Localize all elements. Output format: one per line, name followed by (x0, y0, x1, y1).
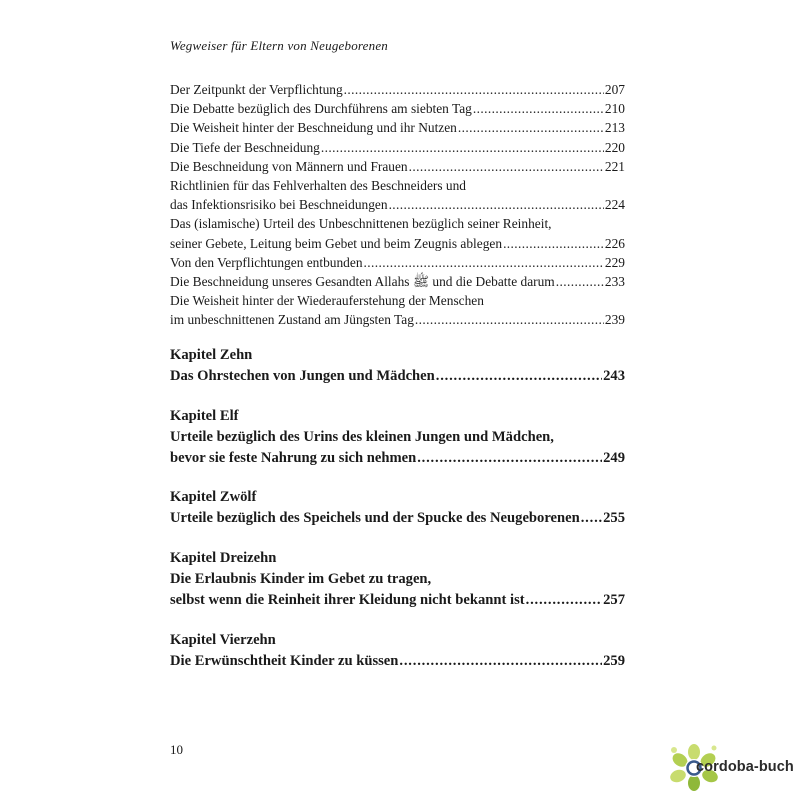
logo-brand-text: cordoba-buch (696, 759, 794, 775)
toc-entry-title: im unbeschnittenen Zustand am Jüngsten Tag (170, 312, 414, 328)
dot-leader (344, 80, 604, 99)
toc-chapter[interactable] (170, 487, 625, 529)
toc-entry[interactable] (170, 118, 625, 137)
toc-entry-page: 221 (604, 158, 625, 174)
chapter-entry[interactable] (170, 508, 625, 529)
toc-entry-title: seiner Gebete, Leitung beim Gebet und beim Zeugnis ablegen (170, 235, 503, 251)
chapter-page: 249 (603, 450, 625, 466)
chapter-title: selbst wenn die Reinheit ihrer Kleidung nicht bekannt ist (170, 592, 525, 608)
toc-entry-lead: Richtlinien für das Fehlverhalten des Beschneiders und (170, 178, 467, 194)
chapter-page: 259 (603, 653, 625, 669)
chapter-heading: Kapitel Zehn (170, 347, 253, 363)
toc-entry-page: 220 (604, 139, 625, 155)
toc-subsections (170, 80, 625, 330)
toc-entry-title: Die Tiefe der Beschneidung (170, 139, 320, 155)
dot-leader (415, 310, 604, 329)
toc-entry-page: 239 (604, 312, 625, 328)
toc-entry-page: 233 (604, 274, 625, 290)
chapter-title: Urteile bezüglich des Speichels und der Spucke des Neugeborenen (170, 510, 580, 526)
chapter-title: bevor sie feste Nahrung zu sich nehmen (170, 450, 417, 466)
dot-leader (417, 448, 602, 469)
toc-chapter[interactable] (170, 630, 625, 672)
toc-entry[interactable] (170, 253, 625, 272)
chapter-entry[interactable] (170, 366, 625, 387)
running-header: Wegweiser für Eltern von Neugeborenen (170, 38, 389, 53)
toc-entry-title: das Infektionsrisiko bei Beschneidungen (170, 197, 388, 213)
toc-entry-page: 207 (604, 82, 625, 97)
dot-leader (526, 590, 602, 611)
chapter-heading: Kapitel Zwölf (170, 489, 257, 505)
publisher-logo[interactable] (668, 742, 794, 792)
chapter-page: 257 (603, 592, 625, 608)
chapter-entry[interactable] (170, 651, 625, 672)
chapter-entry[interactable] (170, 448, 625, 469)
chapter-title-lead: Die Erlaubnis Kinder im Gebet zu tragen, (170, 571, 432, 587)
toc-entry[interactable] (170, 138, 625, 157)
chapter-heading: Kapitel Vierzehn (170, 632, 276, 648)
toc-entry-title: Die Debatte bezüglich des Durchführens am siebten Tag (170, 101, 472, 117)
toc-entry-page: 226 (604, 235, 625, 251)
dot-leader (399, 651, 602, 672)
toc-entry[interactable] (170, 234, 625, 253)
dot-leader (556, 272, 604, 291)
toc-entry-title: Der Zeitpunkt der Verpflichtung (170, 82, 343, 97)
dot-leader (321, 138, 604, 157)
toc-entry-page: 210 (604, 101, 625, 117)
chapter-heading: Kapitel Dreizehn (170, 550, 277, 566)
toc-entry[interactable] (170, 310, 625, 329)
toc-entry-lead: Die Weisheit hinter der Wiederauferstehung der Menschen (170, 293, 484, 309)
dot-leader (503, 234, 604, 253)
page-number: 10 (170, 742, 183, 757)
dot-leader (436, 366, 602, 387)
dot-leader (409, 157, 604, 176)
dot-leader (364, 253, 604, 272)
chapter-title: Das Ohrstechen von Jungen und Mädchen (170, 368, 435, 384)
toc-entry[interactable] (170, 157, 625, 176)
toc-entry-page: 224 (604, 197, 625, 213)
toc-entry-title: Die Weisheit hinter der Beschneidung und ihr Nutzen (170, 120, 457, 136)
dot-leader (458, 118, 604, 137)
toc-entry[interactable] (170, 195, 625, 214)
chapter-entry[interactable] (170, 590, 625, 611)
toc-entry-title: Von den Verpflichtungen entbunden (170, 254, 363, 270)
dot-leader (581, 508, 602, 529)
chapter-title: Die Erwünschtheit Kinder zu küssen (170, 653, 399, 669)
toc-chapter[interactable] (170, 345, 625, 387)
chapter-page: 243 (603, 368, 625, 384)
toc-entry[interactable] (170, 272, 625, 291)
toc-entry-page: 213 (604, 120, 625, 136)
chapter-title-lead: Urteile bezüglich des Urins des kleinen Jungen und Mädchen, (170, 429, 554, 445)
toc-entry-lead: Das (islamische) Urteil des Unbeschnittenen bezüglich seiner Reinheit, (170, 216, 552, 232)
toc-entry-title: Die Beschneidung von Männern und Frauen (170, 158, 408, 174)
toc-chapter[interactable] (170, 406, 625, 469)
toc-entry-page: 229 (604, 254, 625, 270)
dot-leader (473, 99, 604, 118)
dot-leader (389, 195, 604, 214)
toc-entry-title: Die Beschneidung unseres Gesandten Allahs ﷺ und die Debatte darum (170, 274, 555, 290)
chapter-heading: Kapitel Elf (170, 408, 239, 424)
toc-entry[interactable] (170, 99, 625, 118)
toc-chapter[interactable] (170, 548, 625, 611)
chapter-page: 255 (603, 510, 625, 526)
toc-entry[interactable] (170, 80, 625, 99)
